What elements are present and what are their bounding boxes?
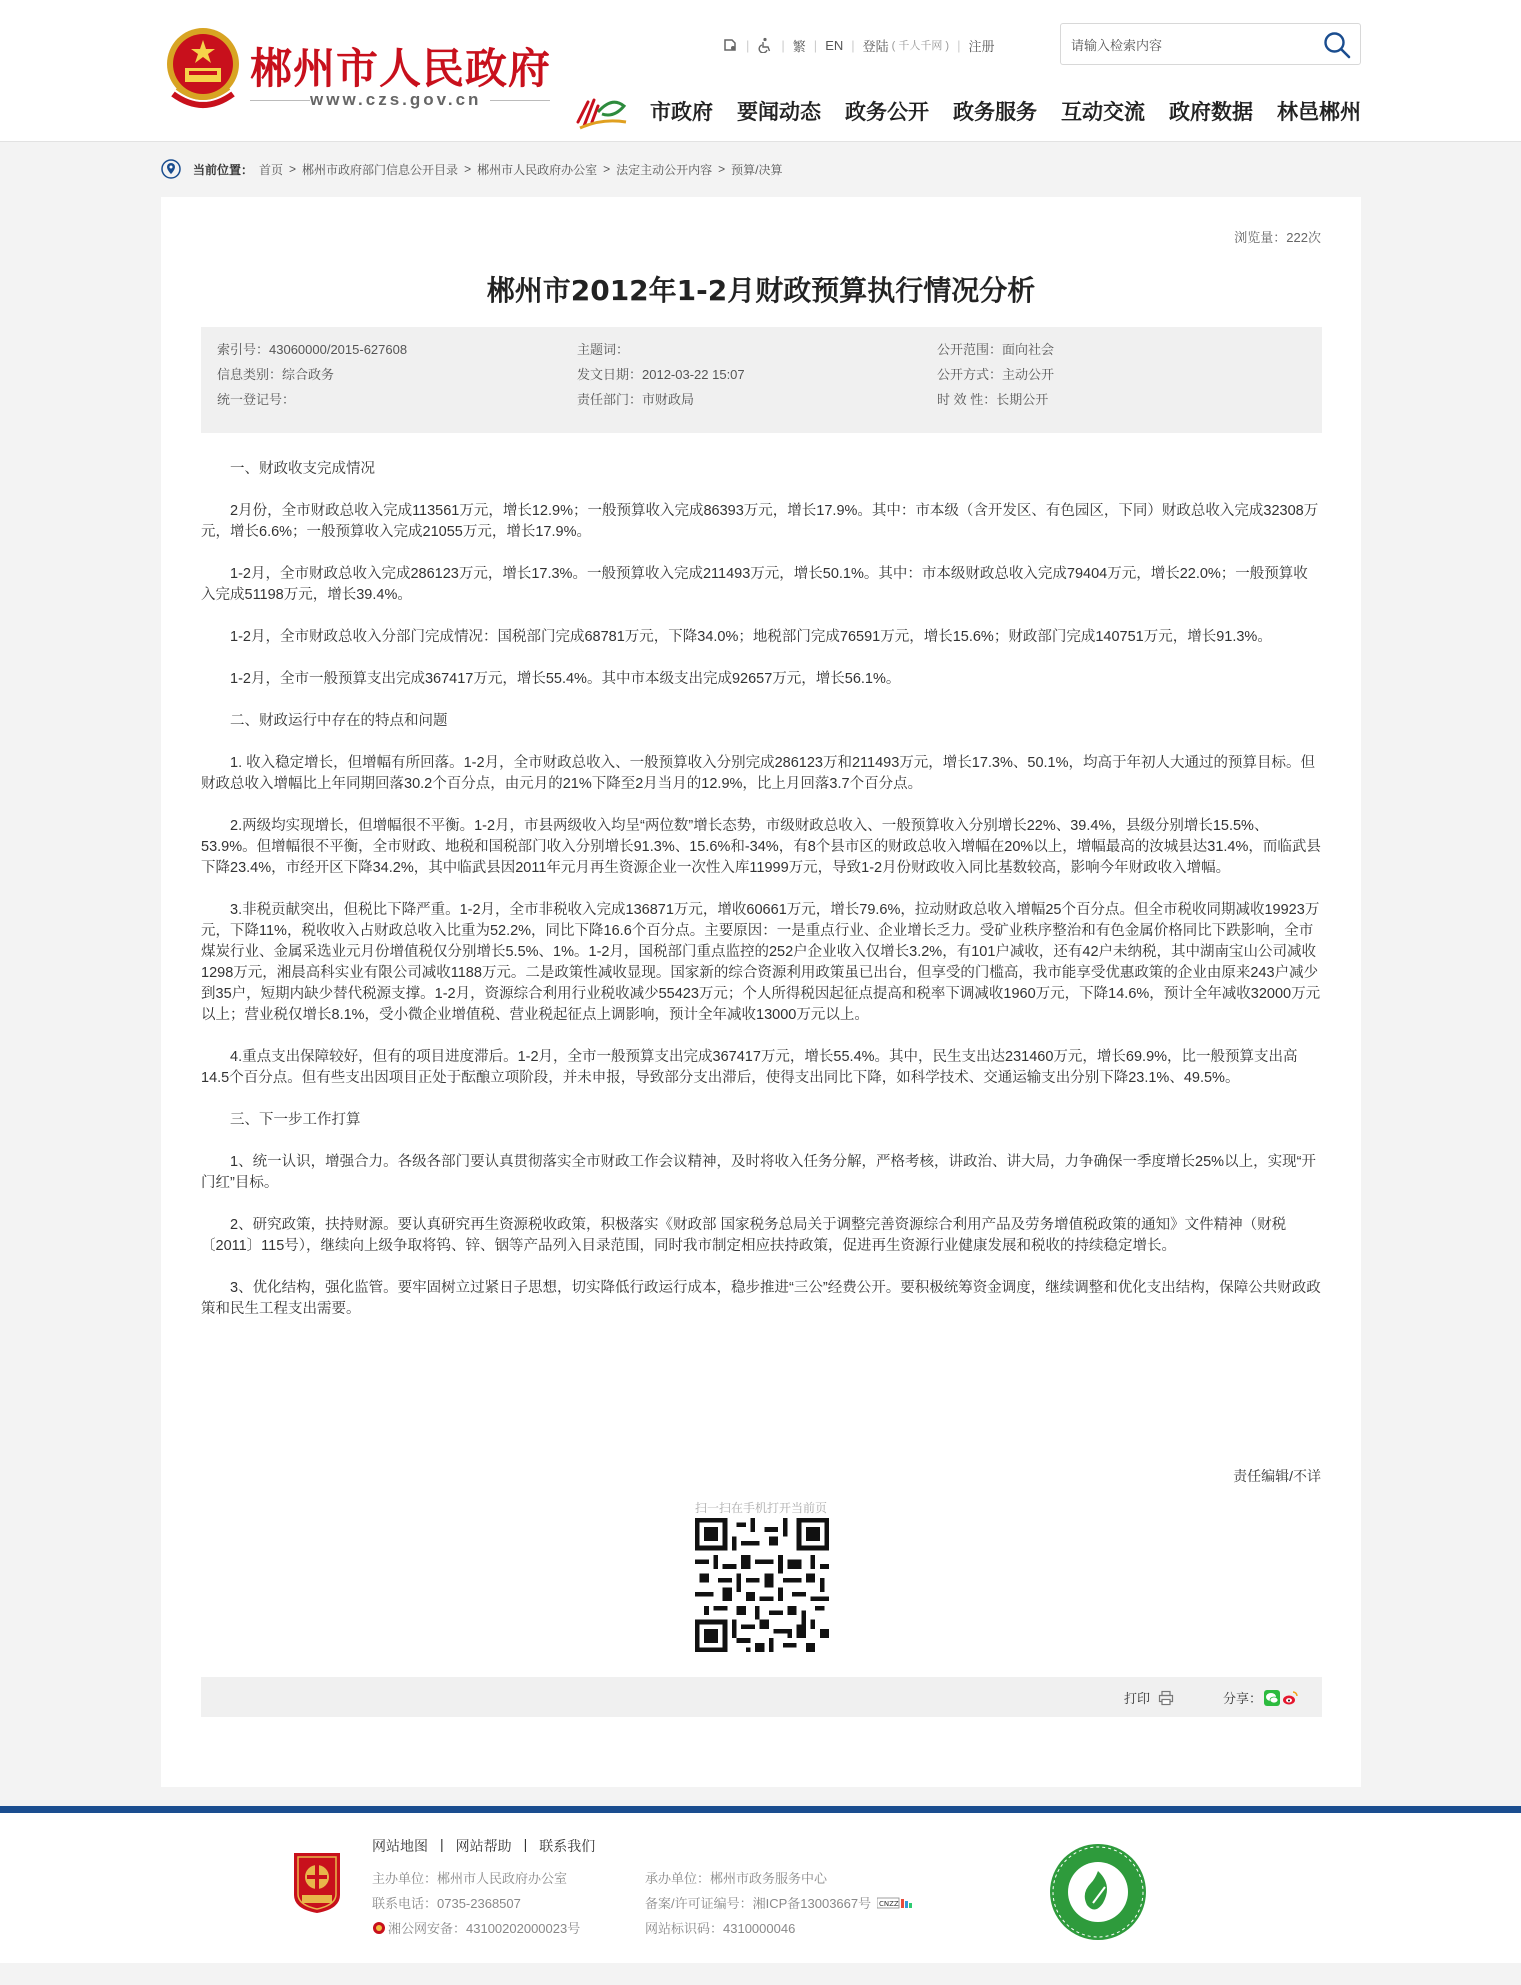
meta-validity: 时 效 性：长期公开 (937, 392, 1049, 407)
article-paragraph: 2、研究政策，扶持财源。要认真研究再生资源税收政策，积极落实《财政部 国家税务总局关于调整完善资源综合利用产品及劳务增值税政策的通知》文件精神（财税〔2011〕115号），继续向上级争取将钨、锌、铟等产品列入目录范围，同时我市制定相应扶持政策，促进再生资源行业健康发展和税收的持续稳定增长。 (201, 1217, 1287, 1254)
wechat-icon[interactable] (1264, 1690, 1280, 1706)
nav-item-city-government[interactable]: 市政府 (650, 100, 713, 124)
qr-code-icon (695, 1518, 829, 1652)
nav-item-government-services[interactable]: 政务服务 (953, 100, 1037, 124)
responsible-editor: 责任编辑/不详 (1233, 1468, 1321, 1484)
nav-item-interaction[interactable]: 互动交流 (1061, 100, 1145, 124)
search-icon[interactable] (1322, 30, 1352, 60)
article-paragraph: 1、统一认识，增强合力。各级各部门要认真贯彻落实全市财政工作会议精神，及时将收入任务分解，严格考核，讲政治、讲大局，力争确保一季度增长25%以上，实现“开门红”目标。 (201, 1154, 1316, 1191)
article-title: 郴州市2012年1-2月财政预算执行情况分析 (486, 274, 1036, 307)
footer-link-sitemap[interactable]: 网站地图 (372, 1838, 428, 1854)
article-paragraph: 1. 收入稳定增长，但增幅有所回落。1-2月，全市财政总收入、一般预算收入分别完成286123万和211493万元，增长17.3%、50.1%，均高于年初人大通过的预算目标。但财政总收入增幅比上年同期回落30.2个百分点，由元月的21%下降至2月当月的12.9%，比上月回落3.7个百分点。 (201, 755, 1315, 792)
meta-category: 信息类别：综合政务 (217, 367, 335, 382)
article-paragraph: 1-2月，全市财政总收入完成286123万元，增长17.3%。一般预算收入完成211493万元，增长50.1%。其中：市本级财政总收入完成79404万元，增长22.0%；一般预算收入完成51198万元，增长39.4%。 (201, 566, 1308, 603)
printer-icon (1158, 1690, 1174, 1706)
meta-keywords: 主题词： (577, 342, 630, 357)
meta-publish-date: 发文日期：2012-03-22 15:07 (577, 367, 745, 382)
breadcrumb-office[interactable]: 郴州市人民政府办公室 (477, 162, 598, 177)
article-paragraph: 1-2月，全市财政总收入分部门完成情况：国税部门完成68781万元，下降34.0%；地税部门完成76591万元，增长15.6%；财政部门完成140751万元，增长91.3%。 (230, 629, 1272, 645)
article-paragraph: 2月份，全市财政总收入完成113561万元，增长12.9%；一般预算收入完成86393万元，增长17.9%。其中：市本级（含开发区、有色园区，下同）财政总收入完成32308万元，增长6.6%；一般预算收入完成21055万元，增长17.9%。 (201, 503, 1319, 540)
breadcrumb-separator: > (603, 162, 611, 176)
utility-bar: | | 繁 | EN | 登陆 ( 千人千网 ) | 注册 (722, 34, 995, 56)
meta-registration-number: 统一登记号： (217, 392, 296, 407)
article-paragraph: 1-2月，全市一般预算支出完成367417万元，增长55.4%。其中市本级支出完成92657万元，增长56.1%。 (230, 671, 901, 687)
footer-links: 网站地图 | 网站帮助 | 联系我们 (372, 1836, 596, 1854)
linyi-city-logo-icon (574, 92, 630, 132)
police-badge-icon (372, 1921, 386, 1935)
section-heading: 一、财政收支完成情况 (230, 461, 375, 477)
breadcrumb-statutory[interactable]: 法定主动公开内容 (616, 162, 713, 177)
footer-undertaker: 承办单位：郴州市政务服务中心 (645, 1871, 828, 1886)
footer-top-rule (0, 1806, 1521, 1813)
print-share-bar (201, 1677, 1322, 1717)
nav-item-news[interactable]: 要闻动态 (737, 100, 821, 124)
site-header (0, 0, 1521, 142)
breadcrumb-label: 当前位置： (193, 162, 254, 177)
svg-text:CNZZ: CNZZ (879, 1899, 899, 1908)
share-group (1223, 1688, 1298, 1707)
breadcrumb-separator: > (718, 162, 726, 176)
register-link[interactable]: 注册 (968, 38, 995, 54)
cnzz-stat-icon[interactable] (877, 1897, 917, 1909)
traditional-chinese-link[interactable]: 繁 (792, 38, 806, 54)
screen-reader-icon[interactable] (722, 37, 738, 53)
nav-item-government-affairs[interactable]: 政务公开 (845, 100, 929, 124)
breadcrumb-separator: > (289, 162, 297, 176)
url-left-rule (250, 100, 310, 101)
footer-link-contact[interactable]: 联系我们 (539, 1838, 596, 1854)
article-paragraph: 3、优化结构，强化监管。要牢固树立过紧日子思想，切实降低行政运行成本，稳步推进“三公”经费公开。要积极统筹资金调度，继续调整和优化支出结构，保障公共财政政策和民生工程支出需要。 (201, 1280, 1321, 1317)
search-input[interactable] (1071, 34, 1311, 56)
share-label: 分享： (1222, 1691, 1262, 1706)
print-button[interactable] (1124, 1688, 1174, 1707)
url-right-rule (490, 100, 550, 101)
section-heading: 三、下一步工作打算 (230, 1112, 361, 1128)
article-paragraph: 4.重点支出保障较好，但有的项目进度滞后。1-2月，全市一般预算支出完成367417万元，增长55.4%。其中，民生支出达231460万元，增长69.9%，比一般预算支出高14.5个百分点。但有些支出因项目正处于酝酿立项阶段，并未申报，导致部分支出滞后，使得支出同比下降，如科学技术、交通运输支出分别下降23.1%、49.5%。 (201, 1049, 1298, 1086)
breadcrumb-home[interactable]: 首页 (259, 162, 284, 177)
icp-text: 备案/许可证编号：湘ICP备13003667号 (645, 1896, 872, 1911)
site-url: www.czs.gov.cn (310, 90, 482, 109)
accessibility-icon[interactable] (757, 37, 773, 53)
nav-item-linyi-chenzhou[interactable]: 林邑郴州 (1277, 100, 1361, 124)
site-title[interactable]: 郴州市人民政府 (250, 44, 552, 93)
meta-index-number: 索引号：43060000/2015-627608 (217, 342, 408, 357)
footer-host-unit: 主办单位：郴州市人民政府办公室 (372, 1871, 568, 1886)
english-link[interactable]: EN (825, 37, 844, 53)
breadcrumb-separator: > (464, 162, 472, 176)
login-link[interactable]: 登陆 (862, 38, 889, 54)
qr-code-label: 扫一扫在手机打开当前页 (694, 1501, 827, 1515)
meta-disclosure-method: 公开方式：主动公开 (937, 367, 1055, 382)
main-nav (650, 96, 1361, 126)
breadcrumb-budget[interactable]: 预算/决算 (731, 162, 783, 177)
police-record-text: 湘公网安备：43100202000023号 (388, 1921, 581, 1936)
article-card (161, 197, 1361, 1787)
meta-scope: 公开范围：面向社会 (937, 342, 1055, 357)
meta-department: 责任部门：市财政局 (577, 392, 695, 407)
footer-icp[interactable] (645, 1893, 917, 1912)
view-count: 浏览量：222次 (1234, 230, 1321, 245)
article-body (201, 459, 1322, 1341)
party-government-logo-icon[interactable] (290, 1849, 344, 1915)
civilization-city-badge-icon[interactable] (1047, 1841, 1149, 1943)
article-paragraph: 2.两级均实现增长，但增幅很不平衡。1-2月，市县两级收入均呈“两位数”增长态势，市级财政总收入、一般预算收入分别增长22%、39.4%，县级分别增长15.5%、53.9%。但增幅很不平衡，全市财政、地税和国税部门收入分别增长91.3%、15.6%和-34%，有8个县市区的财政总收入增幅在20%以上，增幅最高的汝城县达31.4%，而临武县下降23.4%，市经开区下降34.2%，其中临武县因2011年元月再生资源企业一次性入库11999万元，导致1-2月份财政收入同比基数较高，影响今年财政收入增幅。 (201, 818, 1321, 876)
site-footer (0, 1813, 1521, 1963)
footer-site-code: 网站标识码：4310000046 (645, 1921, 796, 1936)
location-pin-icon (161, 159, 181, 179)
article-meta-panel (201, 327, 1322, 433)
footer-police-record[interactable] (372, 1918, 580, 1937)
section-heading: 二、财政运行中存在的特点和问题 (230, 713, 448, 729)
breadcrumb-directory[interactable]: 郴州市政府部门信息公开目录 (302, 162, 459, 177)
login-note: ( 千人千网 ) (891, 40, 950, 52)
weibo-icon[interactable] (1282, 1690, 1298, 1706)
search-box (1060, 23, 1361, 65)
national-emblem-icon[interactable] (163, 24, 243, 112)
footer-phone: 联系电话：0735-2368507 (372, 1896, 521, 1911)
footer-link-help[interactable]: 网站帮助 (455, 1838, 512, 1854)
nav-item-government-data[interactable]: 政府数据 (1169, 100, 1253, 124)
article-paragraph: 3.非税贡献突出，但税比下降严重。1-2月，全市非税收入完成136871万元，增收60661万元，增长79.6%，拉动财政总收入增幅25个百分点。但全市税收同期减收19923万元，下降11%，税收收入占财政总收入比重为52.2%，同比下降16.6个百分点。主要原因：一是重点行业、企业增长乏力。受矿业秩序整治和有色金属价格同比下跌影响，全市煤炭行业、金属采选业元月份增值税仅分别增长5.5%、1%。1-2月，国税部门重点监控的252户企业收入仅增长3.2%，有101户减收，还有42户未纳税，其中湖南宝山公司减收1298万元，湘晨高科实业有限公司减收1188万元。二是政策性减收显现。国家新的综合资源利用政策虽已出台，但享受的门槛高，我市能享受优惠政策的企业由原来243户减少到35户，短期内缺少替代税源支撑。1-2月，资源综合利用行业税收减少55423万元；个人所得税因起征点提高和税率下调减收1960万元，下降14.6%，预计全年减收32000万元以上；营业税仅增长8.1%，受小微企业增值税、营业税起征点上调影响，预计全年减收13000万元以上。 (201, 902, 1321, 1023)
breadcrumb (161, 159, 782, 179)
print-label: 打印 (1123, 1691, 1150, 1706)
